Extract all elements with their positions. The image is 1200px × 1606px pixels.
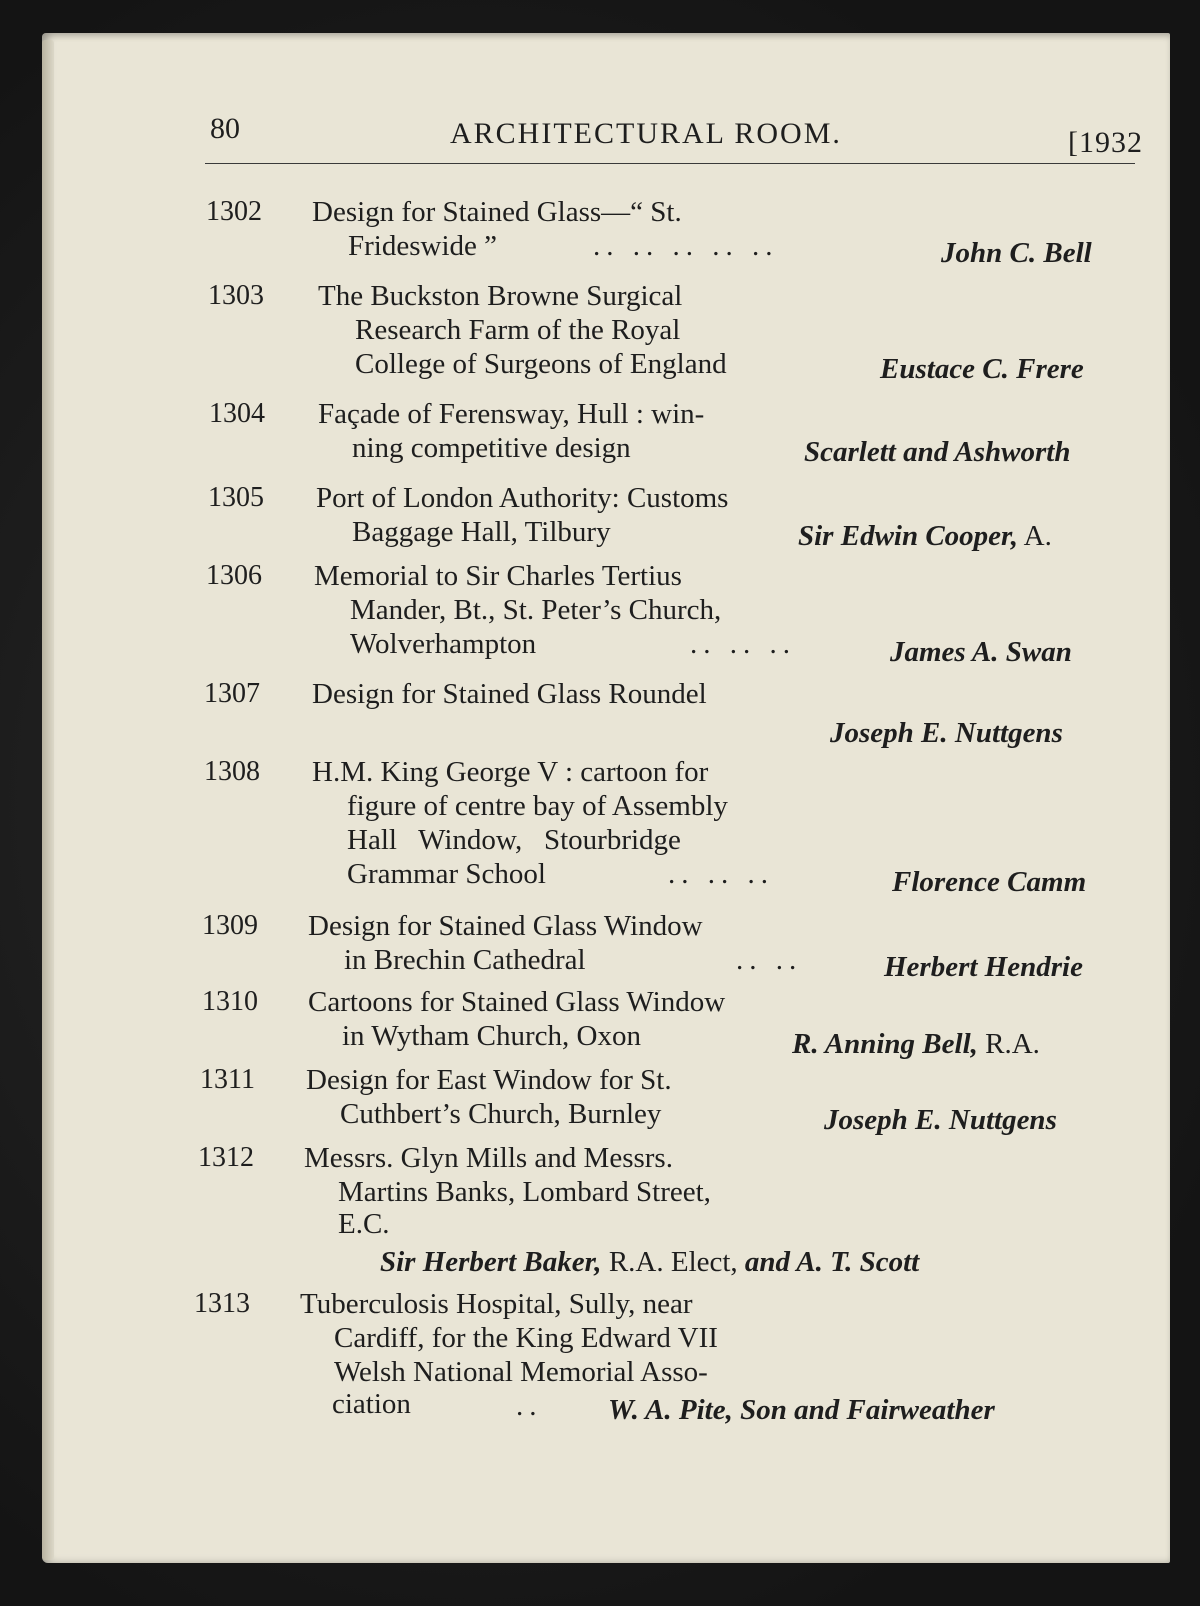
leader-dots: .. .. .. — [668, 858, 774, 890]
entry-number: 1303 — [208, 280, 264, 311]
page-year: [1932 — [1068, 126, 1143, 159]
entry-title-line: Frideswide ” — [348, 230, 497, 262]
entry-title-line: Research Farm of the Royal — [355, 314, 681, 346]
entry-title-line: Tuberculosis Hospital, Sully, near — [300, 1288, 693, 1320]
entry-artist-mid: R.A. Elect, — [608, 1246, 738, 1278]
entry-title-line: Memorial to Sir Charles Tertius — [314, 560, 682, 592]
entry-title-line: Design for Stained Glass Window — [308, 910, 703, 942]
entry-number: 1310 — [202, 986, 258, 1017]
page-edge — [42, 40, 54, 1560]
entry-artist-line — [380, 1248, 919, 1277]
entry-title-line: Cuthbert’s Church, Burnley — [340, 1098, 662, 1130]
entry-artist: W. A. Pite, Son and Fairweather — [608, 1394, 995, 1426]
entry-title-line: E.C. — [338, 1208, 390, 1240]
entry-title-line: Welsh National Memorial Asso- — [334, 1356, 708, 1388]
entry-number: 1311 — [200, 1064, 255, 1095]
entry-artist: Joseph E. Nuttgens — [830, 717, 1063, 749]
entry-title-line: Port of London Authority: Customs — [316, 482, 729, 514]
leader-dots: .. .. .. — [690, 628, 796, 660]
entry-artist-line — [798, 522, 1052, 551]
entry-title-line: figure of centre bay of Assembly — [347, 790, 728, 822]
entry-title-line: Baggage Hall, Tilbury — [352, 516, 611, 548]
entry-artist-suffix: R.A. — [985, 1028, 1040, 1060]
entry-title-line: The Buckston Browne Surgical — [318, 280, 683, 312]
entry-title-line: Cardiff, for the King Edward VII — [334, 1322, 718, 1354]
entry-number: 1304 — [209, 398, 265, 429]
entry-artist-line — [792, 1030, 1040, 1059]
entry-artist: R. Anning Bell, — [792, 1028, 978, 1060]
entry-title-line: H.M. King George V : cartoon for — [312, 756, 709, 788]
entry-number: 1308 — [204, 756, 260, 787]
page-number: 80 — [210, 112, 240, 145]
page-title: ARCHITECTURAL ROOM. — [450, 117, 842, 150]
entry-title-line: Martins Banks, Lombard Street, — [338, 1176, 711, 1208]
entry-number: 1309 — [202, 910, 258, 941]
entry-artist: Herbert Hendrie — [884, 951, 1083, 983]
entry-title-line: Cartoons for Stained Glass Window — [308, 986, 726, 1018]
entry-artist: Florence Camm — [892, 866, 1087, 898]
entry-title-line: Design for East Window for St. — [306, 1064, 672, 1096]
entry-number: 1305 — [208, 482, 264, 513]
entry-title-line: Design for Stained Glass—“ St. — [312, 196, 682, 228]
entry-artist: Sir Herbert Baker, — [380, 1246, 602, 1278]
entry-artist: Sir Edwin Cooper, — [798, 520, 1018, 552]
entry-number: 1312 — [198, 1142, 254, 1173]
entry-title-line: Messrs. Glyn Mills and Messrs. — [304, 1142, 673, 1174]
entry-artist-suffix: A. — [1023, 520, 1052, 552]
entry-title-line: Wolverhampton — [350, 628, 537, 660]
entry-artist: Joseph E. Nuttgens — [824, 1104, 1057, 1136]
entry-title-line: ciation — [332, 1388, 411, 1420]
entry-artist: John C. Bell — [941, 237, 1092, 269]
entry-title-line: Grammar School — [347, 858, 546, 890]
entry-title-line: Façade of Ferensway, Hull : win- — [318, 398, 705, 430]
leader-dots: .. .. .. .. .. — [593, 230, 779, 262]
entry-title-line: ning competitive design — [352, 432, 631, 464]
entry-artist: Scarlett and Ashworth — [804, 436, 1071, 468]
entry-artist-tail: and A. T. Scott — [744, 1246, 920, 1278]
leader-dots: .. .. — [736, 944, 803, 976]
entry-title-line: College of Surgeons of England — [355, 348, 727, 380]
entry-number: 1306 — [206, 560, 262, 591]
entry-number: 1313 — [194, 1288, 250, 1319]
entry-number: 1307 — [204, 678, 260, 709]
entry-number: 1302 — [206, 196, 262, 227]
entry-artist: James A. Swan — [890, 636, 1072, 668]
entry-title-line: Hall Window, Stourbridge — [347, 824, 681, 856]
entry-title-line: in Brechin Cathedral — [344, 944, 586, 976]
entry-title-line: Mander, Bt., St. Peter’s Church, — [350, 594, 722, 626]
entry-title-line: Design for Stained Glass Roundel — [312, 678, 707, 710]
entry-artist: Eustace C. Frere — [880, 353, 1084, 385]
header-rule — [205, 163, 1135, 164]
entry-title-line: in Wytham Church, Oxon — [342, 1020, 641, 1052]
leader-dots: .. — [516, 1390, 543, 1422]
